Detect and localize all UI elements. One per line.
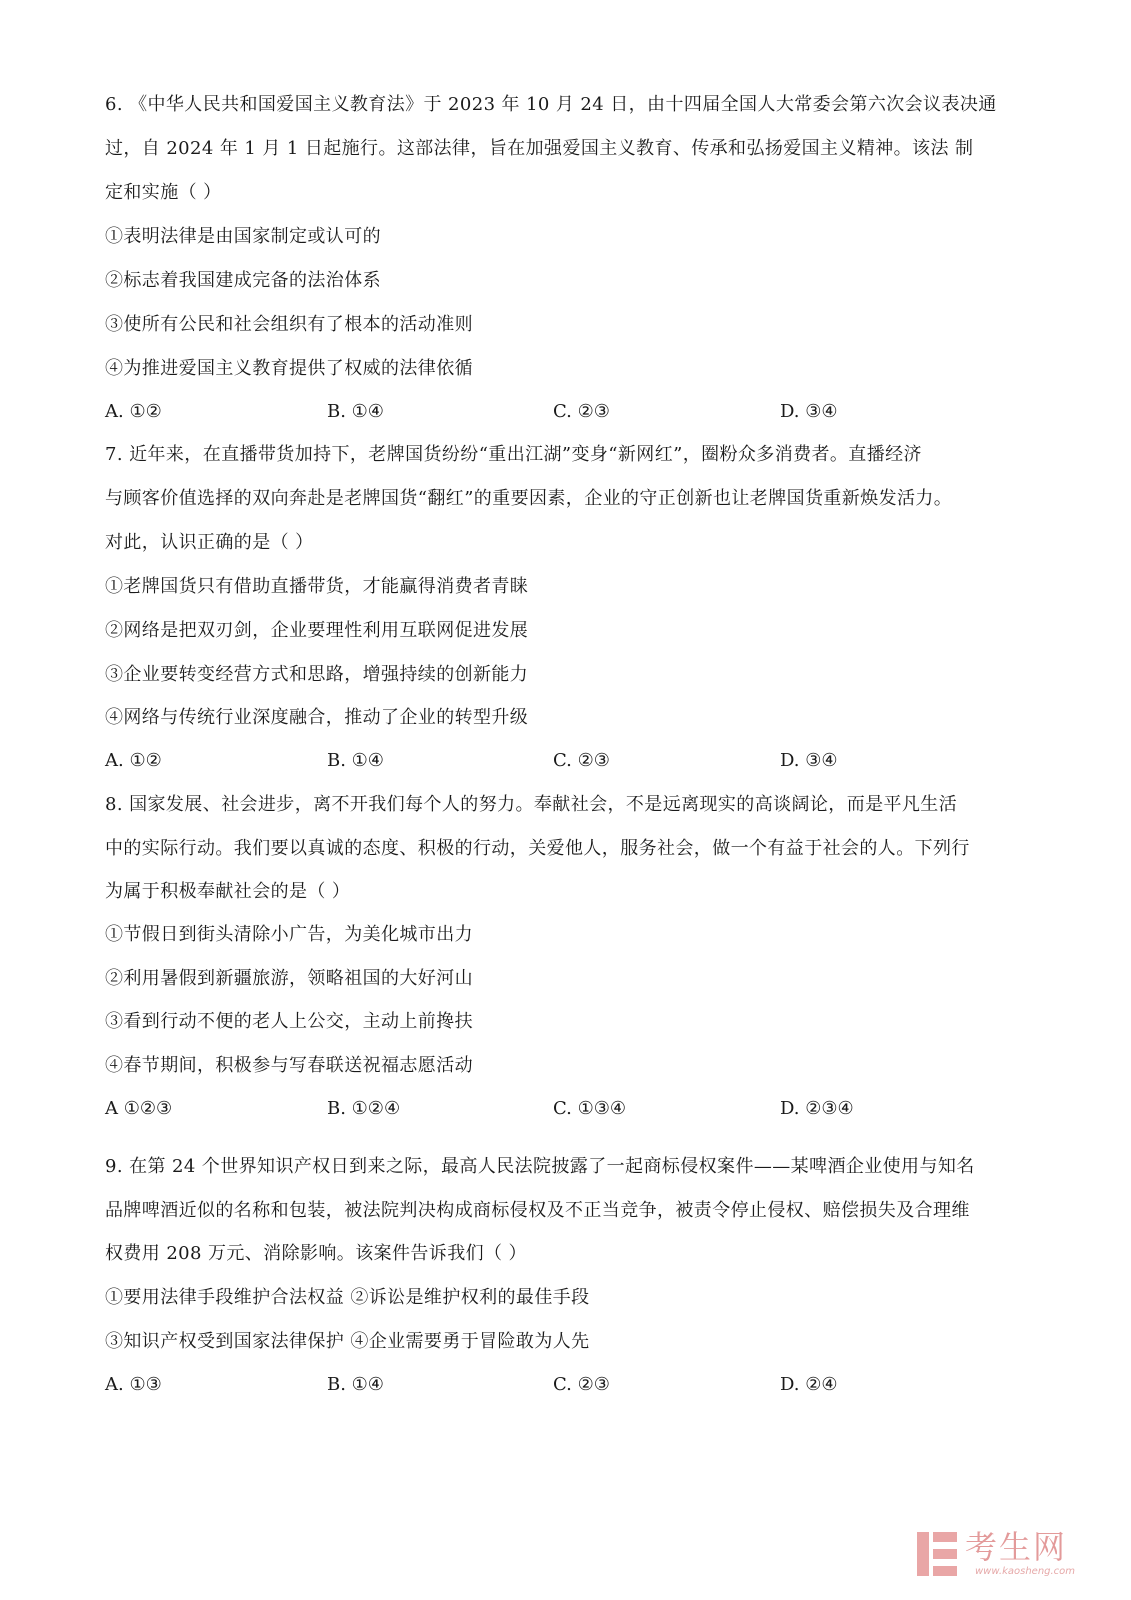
q9-stem-line-1: 9. 在第 24 个世界知识产权日到来之际，最高人民法院披露了一起商标侵权案件——某啤酒企业使用与知名 bbox=[105, 1156, 975, 1177]
q7-statement-4: ④网络与传统行业深度融合，推动了企业的转型升级 bbox=[105, 707, 529, 728]
q9-stem-line-3: 权费用 208 万元、消除影响。该案件告诉我们（ ） bbox=[105, 1243, 527, 1264]
q8-option-d: D. ②③④ bbox=[780, 1098, 854, 1119]
watermark bbox=[917, 1528, 1103, 1584]
q9-option-b: B. ①④ bbox=[327, 1374, 384, 1395]
q6-option-a: A. ①② bbox=[105, 401, 162, 422]
q7-stem-line-2: 与顾客价值选择的双向奔赴是老牌国货“翻红”的重要因素，企业的守正创新也让老牌国货重新焕发活力。 bbox=[105, 488, 953, 509]
q7-option-a: A. ①② bbox=[105, 750, 162, 771]
q6-option-b: B. ①④ bbox=[327, 401, 384, 422]
q8-statement-1: ①节假日到街头清除小广告，为美化城市出力 bbox=[105, 924, 473, 945]
q9-statement-row-2: ③知识产权受到国家法律保护 ④企业需要勇于冒险敢为人先 bbox=[105, 1331, 590, 1352]
watermark-url: www.kaosheng.com bbox=[975, 1566, 1076, 1577]
q8-option-a: A ①②③ bbox=[105, 1098, 173, 1119]
q6-statement-4: ④为推进爱国主义教育提供了权威的法律依循 bbox=[105, 358, 473, 379]
q9-option-a: A. ①③ bbox=[105, 1374, 162, 1395]
q7-statement-1: ①老牌国货只有借助直播带货，才能赢得消费者青睐 bbox=[105, 576, 529, 597]
q7-statement-2: ②网络是把双刃剑，企业要理性利用互联网促进发展 bbox=[105, 620, 529, 641]
q8-option-c: C. ①③④ bbox=[553, 1098, 626, 1119]
q7-stem-line-1: 7. 近年来，在直播带货加持下，老牌国货纷纷“重出江湖”变身“新网红”，圈粉众多消费者。直播经济 bbox=[105, 444, 922, 465]
watermark-text: 考生网 bbox=[965, 1528, 1068, 1566]
q6-option-d: D. ③④ bbox=[780, 401, 838, 422]
q7-option-b: B. ①④ bbox=[327, 750, 384, 771]
q9-option-c: C. ②③ bbox=[553, 1374, 610, 1395]
q8-stem-line-2: 中的实际行动。我们要以真诚的态度、积极的行动，关爱他人，服务社会，做一个有益于社会的人。下列行 bbox=[105, 838, 970, 859]
q7-stem-line-3: 对此，认识正确的是（ ） bbox=[105, 532, 314, 553]
q6-stem-line-1: 6. 《中华人民共和国爱国主义教育法》于 2023 年 10 月 24 日，由十四届全国人大常委会第六次会议表决通 bbox=[105, 94, 997, 115]
q6-statement-2: ②标志着我国建成完备的法治体系 bbox=[105, 270, 381, 291]
q6-stem-line-2: 过，自 2024 年 1 月 1 日起施行。这部法律，旨在加强爱国主义教育、传承和弘扬爱国主义精神。该法 制 bbox=[105, 138, 974, 159]
q9-stem-line-2: 品牌啤酒近似的名称和包装，被法院判决构成商标侵权及不正当竞争，被责令停止侵权、赔偿损失及合理维 bbox=[105, 1200, 970, 1221]
q7-option-d: D. ③④ bbox=[780, 750, 838, 771]
q6-option-c: C. ②③ bbox=[553, 401, 610, 422]
q7-option-c: C. ②③ bbox=[553, 750, 610, 771]
q8-statement-3: ③看到行动不便的老人上公交，主动上前搀扶 bbox=[105, 1011, 473, 1032]
q9-statement-row-1: ①要用法律手段维护合法权益 ②诉讼是维护权利的最佳手段 bbox=[105, 1287, 590, 1308]
q7-statement-3: ③企业要转变经营方式和思路，增强持续的创新能力 bbox=[105, 664, 529, 685]
q8-statement-2: ②利用暑假到新疆旅游，领略祖国的大好河山 bbox=[105, 968, 473, 989]
q6-stem-line-3: 定和实施（ ） bbox=[105, 182, 222, 203]
q8-stem-line-3: 为属于积极奉献社会的是（ ） bbox=[105, 881, 351, 902]
q9-option-d: D. ②④ bbox=[780, 1374, 838, 1395]
kaosheng-logo-icon bbox=[917, 1532, 957, 1576]
q8-statement-4: ④春节期间，积极参与写春联送祝福志愿活动 bbox=[105, 1055, 473, 1076]
q6-statement-3: ③使所有公民和社会组织有了根本的活动准则 bbox=[105, 314, 473, 335]
q8-option-b: B. ①②④ bbox=[327, 1098, 401, 1119]
q8-stem-line-1: 8. 国家发展、社会进步，离不开我们每个人的努力。奉献社会，不是远离现实的高谈阔论，而是平凡生活 bbox=[105, 794, 958, 815]
q6-statement-1: ①表明法律是由国家制定或认可的 bbox=[105, 226, 381, 247]
